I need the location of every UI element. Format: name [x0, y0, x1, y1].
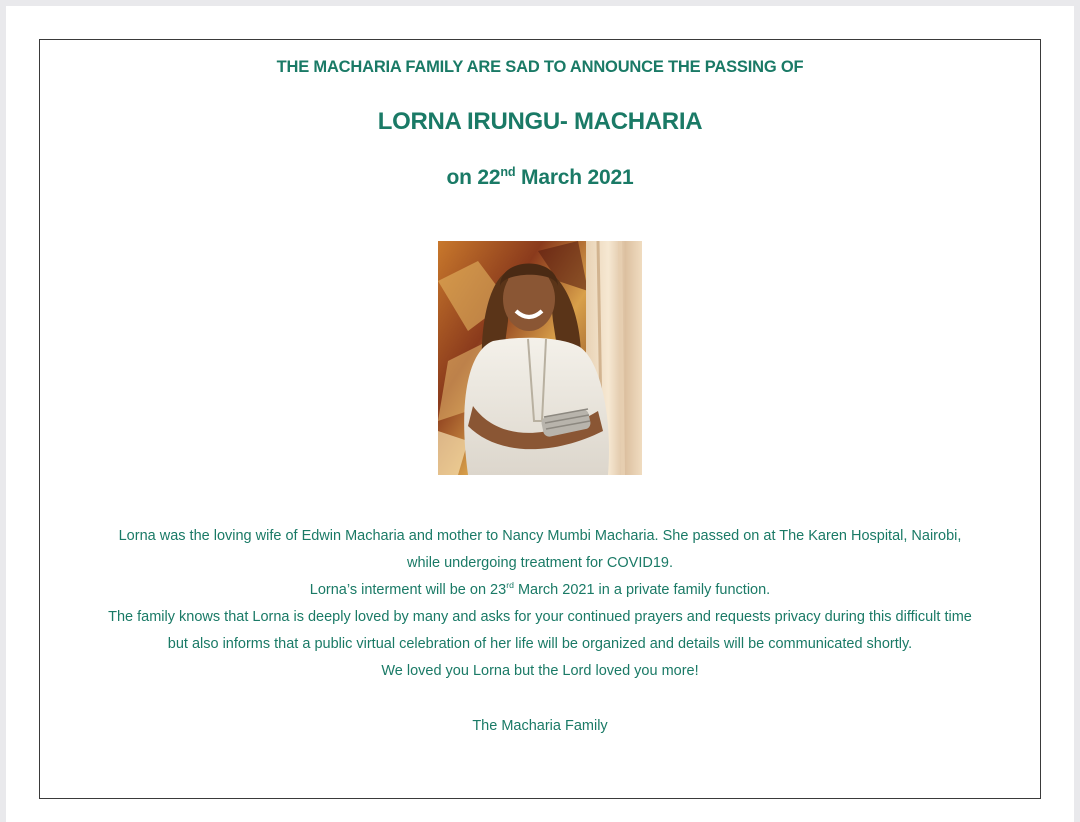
family-signature: The Macharia Family: [472, 718, 608, 734]
body-line-5: but also informs that a public virtual celebration of her life will be organized and details will be communicated shortly.: [167, 636, 913, 652]
body-line-3: [40, 577, 1040, 604]
interment-date-day: Lorna’s interment will be on 23: [309, 582, 507, 598]
date-of-passing: [40, 166, 1040, 190]
body-line-4: The family knows that Lorna is deeply loved by many and asks for your continued prayers and requests privacy during this difficult time: [108, 609, 972, 625]
date-day: on 22: [446, 166, 501, 189]
body-line-6: We loved you Lorna but the Lord loved you more!: [381, 663, 699, 679]
notice-body: [40, 523, 1040, 685]
body-line-1: Lorna was the loving wife of Edwin Macharia and mother to Nancy Mumbi Macharia. She passed on at The Karen Hospital, Nairobi,: [118, 528, 962, 544]
document-page: [6, 6, 1074, 822]
body-line-2: while undergoing treatment for COVID19.: [407, 555, 673, 571]
interment-rest: March 2021 in a private family function.: [513, 582, 771, 598]
date-month-year: March 2021: [515, 166, 634, 189]
interment-ordinal-suffix: rd: [506, 580, 514, 591]
portrait-photo: [438, 241, 642, 475]
deceased-name: LORNA IRUNGU- MACHARIA: [377, 108, 703, 135]
date-ordinal-suffix: nd: [500, 165, 516, 179]
announcement-heading: THE MACHARIA FAMILY ARE SAD TO ANNOUNCE THE PASSING OF: [276, 58, 804, 76]
notice-border-frame: [39, 39, 1041, 799]
